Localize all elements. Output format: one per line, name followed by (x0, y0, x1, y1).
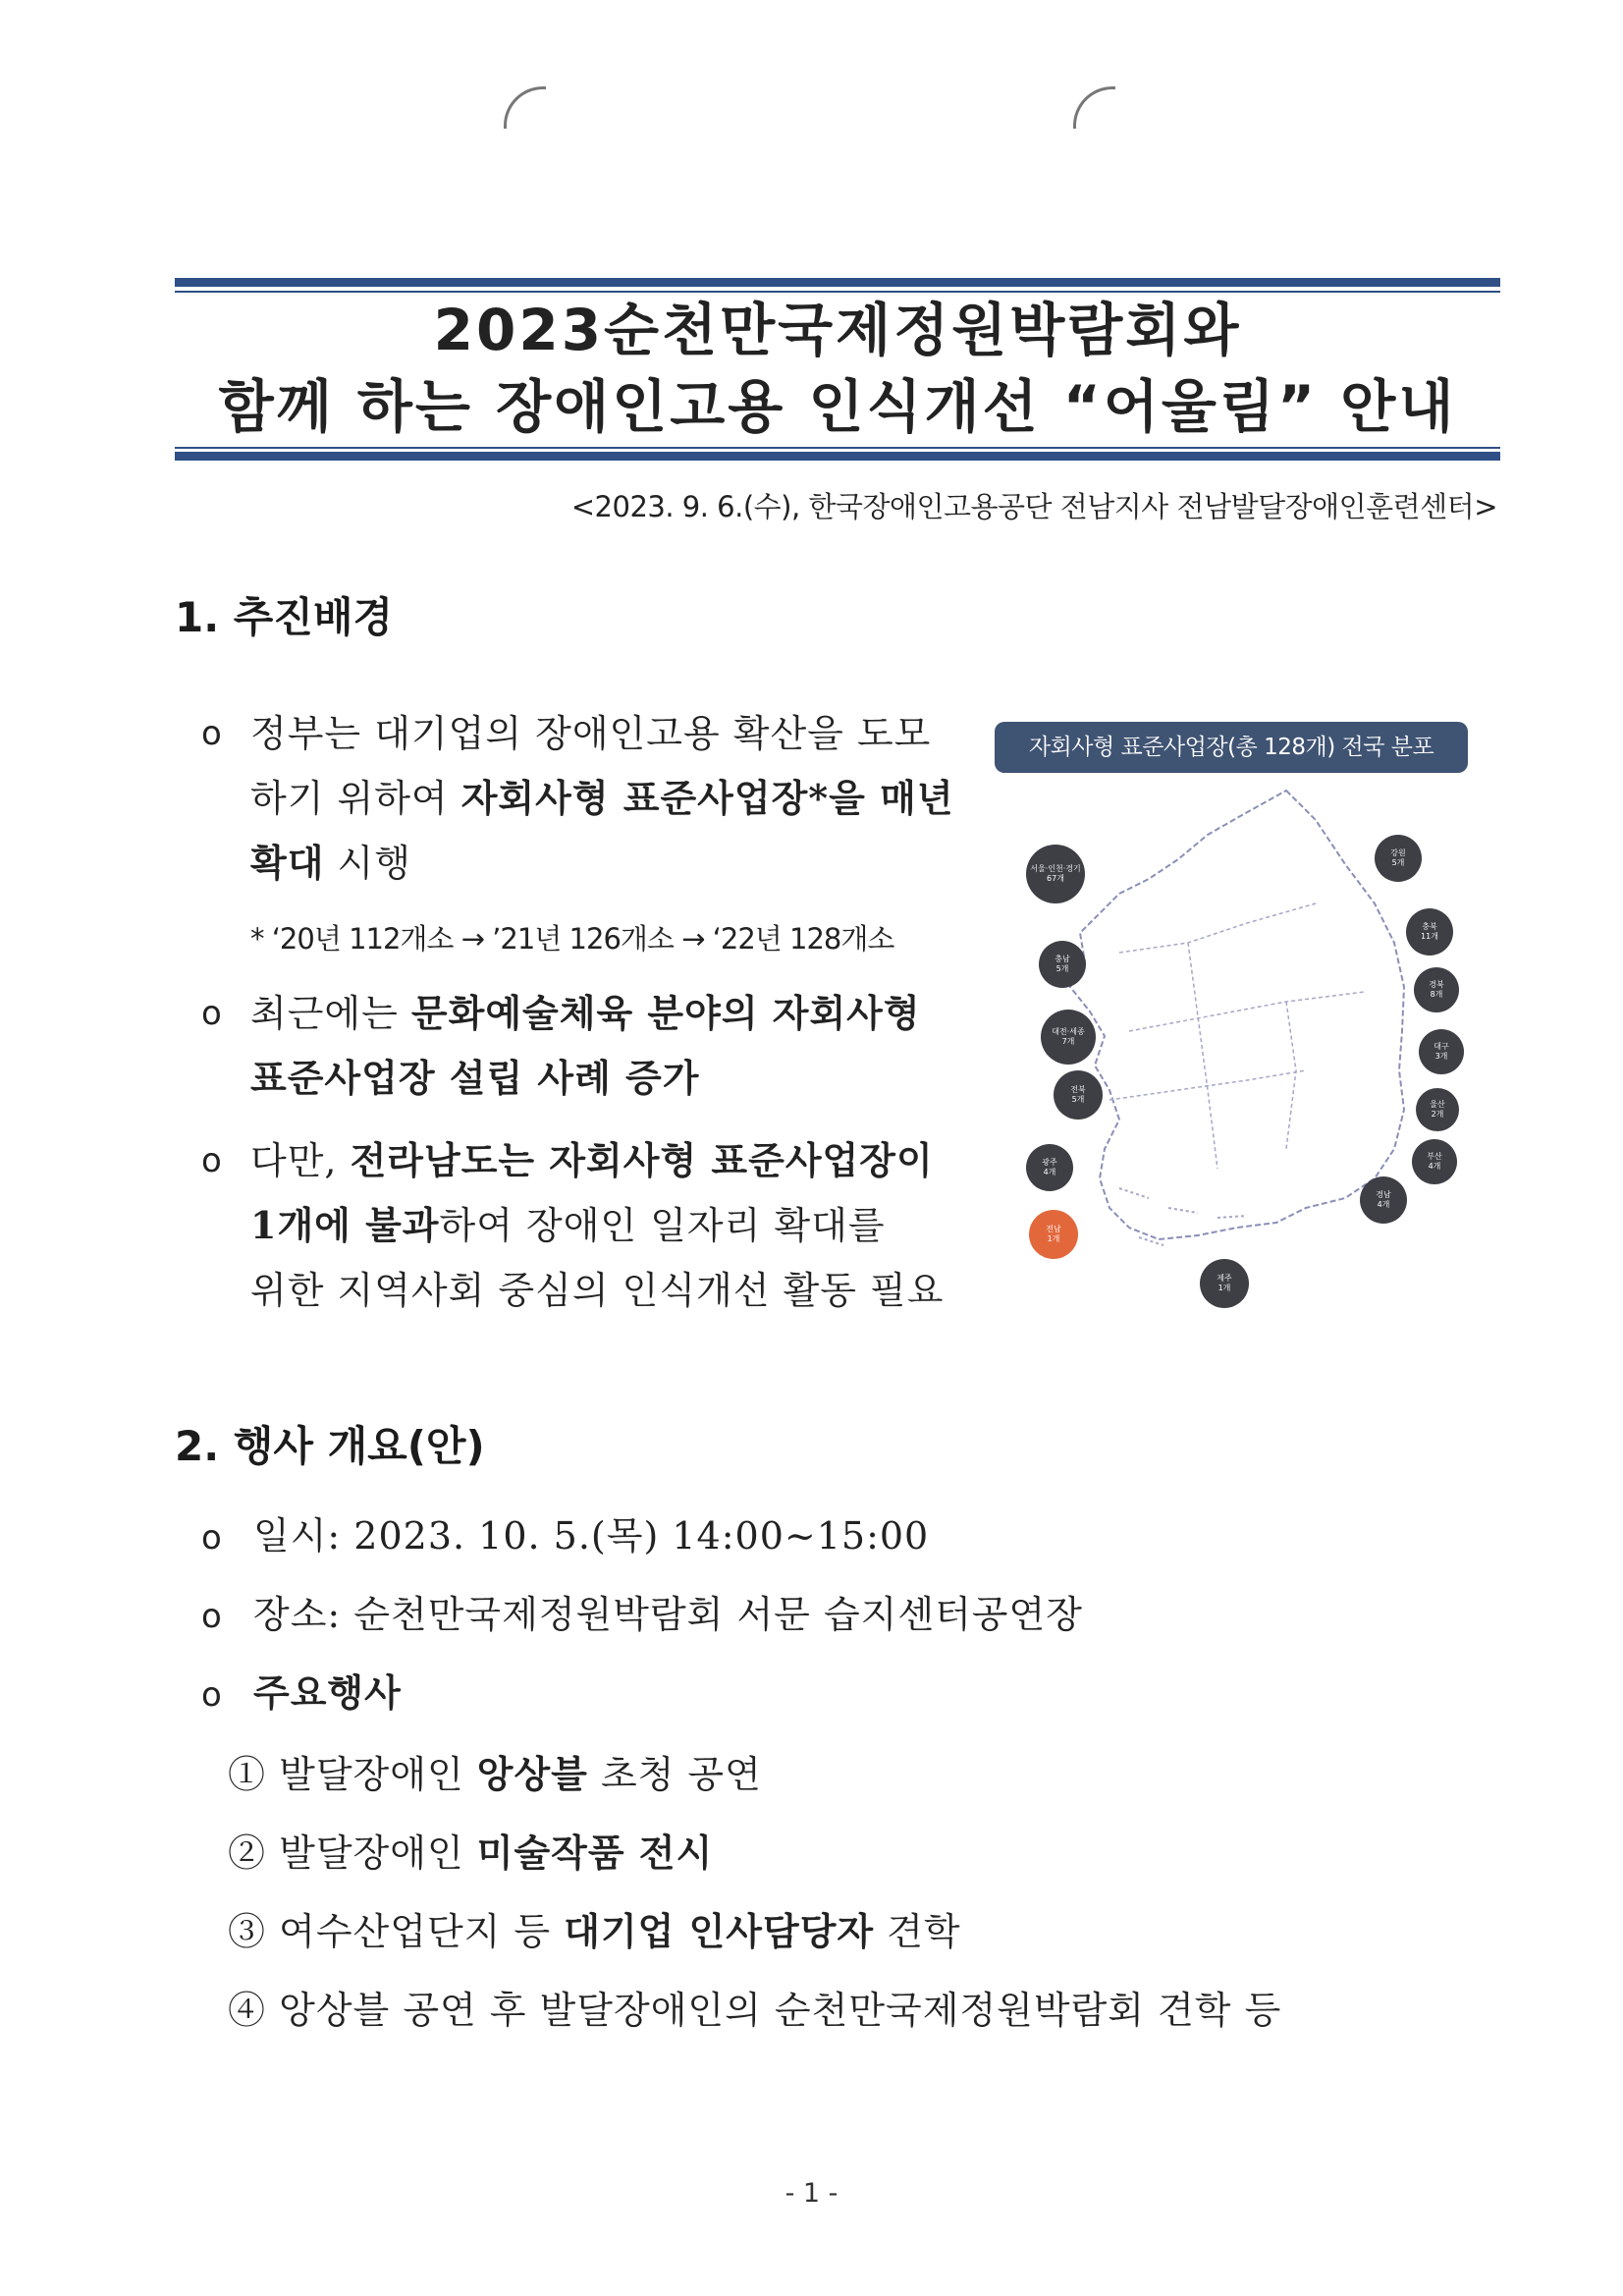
map-region-badge (1026, 1144, 1073, 1191)
map-region-count: 1개 (1047, 1234, 1060, 1243)
map-region-name: 경북 (1429, 980, 1444, 989)
map-region-badge (1375, 835, 1422, 882)
bullet-mark: o (201, 1597, 222, 1636)
map-region-badge (1406, 908, 1453, 956)
item-bold: 대기업 인사담당자 (564, 1909, 875, 1953)
map-region-name: 울산 (1430, 1100, 1445, 1109)
map-region-badge (1419, 1029, 1464, 1074)
event-place: 장소: 순천만국제정원박람회 서문 습지센터공연장 (253, 1593, 1083, 1636)
title-bottom-rule-thin (175, 447, 1500, 449)
bullet3-line1-plain: 다만, (250, 1139, 351, 1182)
bullet2-line2-bold: 표준사업장 설립 사례 증가 (250, 1056, 700, 1100)
title-top-rule (175, 278, 1500, 287)
bullet2-line1 (250, 981, 921, 1046)
islands (1119, 1188, 1247, 1245)
event-date: 일시: 2023. 10. 5.(목) 14:00~15:00 (253, 1514, 930, 1558)
map-region-count: 1개 (1217, 1284, 1231, 1292)
bullet1-line2 (250, 766, 954, 831)
map-region-count: 7개 (1061, 1037, 1075, 1046)
bullet-mark: o (201, 1141, 222, 1180)
event-item-3 (228, 1901, 961, 1955)
map-region-count: 5개 (1391, 858, 1405, 867)
map-region-badge (1039, 941, 1086, 988)
event-item-2 (228, 1823, 713, 1877)
map-region-name: 대전·세종 (1052, 1027, 1085, 1036)
province-lines (1109, 903, 1365, 1169)
bullet3-line2-bold: 1개에 불과 (250, 1203, 440, 1247)
item-bold: 미술작품 전시 (476, 1831, 714, 1875)
title-top-rule-thin (175, 291, 1500, 293)
map-region-badge (1414, 967, 1459, 1012)
bullet1-line2-plain: 하기 위하여 (250, 777, 461, 820)
item-plain: 발달장애인 (279, 1753, 477, 1796)
doc-subtitle: <2023. 9. 6.(수), 한국장애인고용공단 전남지사 전남발달장애인훈련센터> (570, 490, 1497, 523)
bullet2-line1-plain: 최근에는 (250, 992, 411, 1035)
map-region-name: 광주 (1042, 1158, 1057, 1167)
map-region-count: 4개 (1428, 1162, 1441, 1171)
bullet-mark: o (201, 1675, 222, 1715)
map-region-badge (1041, 1010, 1096, 1065)
map-region-name: 충남 (1055, 955, 1070, 963)
map-region-badge (1412, 1139, 1457, 1184)
map-region-name: 전남 (1046, 1225, 1061, 1233)
map-region-count: 5개 (1055, 964, 1069, 973)
bullet3-text (250, 1128, 944, 1323)
main-events-text: 주요행사 (253, 1670, 402, 1715)
item-plain: 견학 (874, 1910, 961, 1953)
map-region-count: 5개 (1071, 1095, 1085, 1104)
map-region-count: 4개 (1377, 1200, 1390, 1209)
item-number: ③ (228, 1910, 267, 1953)
punch-hole-mark (504, 86, 546, 129)
item-number: ① (228, 1753, 267, 1796)
bullet3-line1 (250, 1128, 944, 1193)
doc-title-line1: 2023순천만국제정원박람회와 (433, 297, 1242, 363)
bullet1-line3-plain: 시행 (324, 842, 411, 885)
bullet3-line3: 위한 지역사회 중심의 인식개선 활동 필요 (250, 1269, 945, 1312)
item-number: ④ (228, 1989, 267, 2032)
event-item-1 (228, 1744, 762, 1798)
bullet1-line1: 정부는 대기업의 장애인고용 확산을 도모 (250, 712, 932, 755)
map-title: 자회사형 표준사업장(총 128개) 전국 분포 (995, 722, 1468, 773)
map-region-badge (1054, 1070, 1103, 1120)
map-region-badge (1200, 1259, 1249, 1308)
bullet1-line3-bold: 확대 (250, 841, 325, 885)
map-region-name: 부산 (1427, 1152, 1442, 1161)
map-region-badge (1360, 1176, 1407, 1224)
bullet3-line2-plain: 하여 장애인 일자리 확대를 (439, 1204, 886, 1247)
title-bottom-rule (175, 452, 1500, 461)
map-region-count: 11개 (1421, 932, 1438, 941)
map-region-badge (1029, 1210, 1078, 1259)
bullet3-line1-bold: 전라남도는 자회사형 표준사업장이 (350, 1138, 934, 1182)
punch-hole-mark (1073, 86, 1115, 129)
doc-title-line2: 함께 하는 장애인고용 인식개선 “어울림” 안내 (218, 373, 1457, 440)
map-region-name: 대구 (1434, 1042, 1449, 1051)
map-region-name: 경남 (1376, 1190, 1391, 1199)
growth-note: * ‘20년 112개소 → ’21년 126개소 → ‘22년 128개소 (250, 922, 894, 956)
page-number: - 1 - (784, 2178, 839, 2209)
map-region-name: 제주 (1217, 1274, 1232, 1283)
map-region-count: 8개 (1430, 990, 1443, 999)
map-region-name: 강원 (1390, 848, 1406, 857)
map-region-count: 67개 (1047, 874, 1064, 883)
item-bold: 앙상블 (476, 1752, 588, 1796)
korea-outline (1070, 791, 1404, 1239)
item-plain: 초청 공연 (587, 1753, 762, 1796)
map-region-name: 전북 (1070, 1085, 1086, 1094)
bullet1-text (250, 701, 954, 896)
map-region-count: 2개 (1431, 1110, 1444, 1119)
item-plain: 앙상블 공연 후 발달장애인의 순천만국제정원박람회 견학 등 (279, 1989, 1282, 2032)
bullet-mark: o (201, 1518, 222, 1558)
map-region-badge (1416, 1088, 1459, 1131)
bullet2-text (250, 981, 921, 1111)
map-region-name: 충북 (1422, 922, 1437, 931)
bullet3-line2 (250, 1193, 944, 1258)
main-events-label (253, 1663, 402, 1717)
bullet2-line2 (250, 1046, 921, 1111)
bullet-mark: o (201, 994, 222, 1033)
bullet-mark: o (201, 714, 222, 753)
item-plain: 여수산업단지 등 (279, 1910, 565, 1953)
section1-heading: 1. 추진배경 (175, 593, 394, 641)
section2-heading: 2. 행사 개요(안) (175, 1422, 485, 1470)
map-region-badge (1026, 845, 1085, 903)
item-plain: 발달장애인 (279, 1831, 477, 1875)
bullet1-line3 (250, 831, 954, 896)
map-region-count: 3개 (1434, 1052, 1448, 1061)
map-region-count: 4개 (1043, 1168, 1056, 1176)
item-number: ② (228, 1831, 267, 1875)
bullet2-line1-bold: 문화예술체육 분야의 자회사형 (410, 991, 921, 1035)
event-item-4 (228, 1980, 1281, 2034)
map-region-name: 서울·인천·경기 (1030, 864, 1081, 873)
bullet1-line2-bold: 자회사형 표준사업장*을 매년 (460, 776, 954, 820)
